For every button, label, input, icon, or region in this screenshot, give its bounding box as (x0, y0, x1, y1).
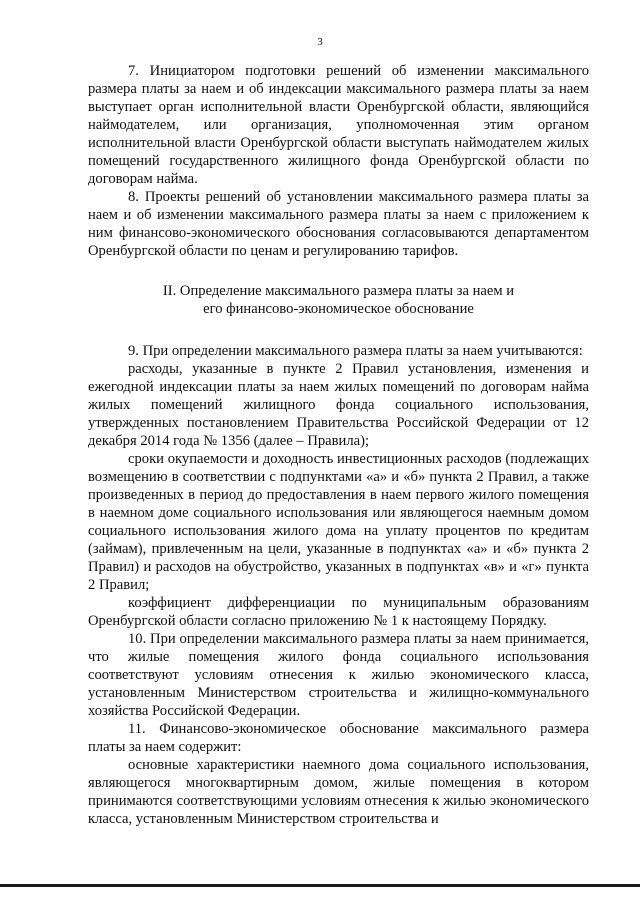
page-number: 3 (317, 36, 323, 48)
paragraph-7: 7. Инициатором подготовки решений об изменении максимального размера платы за наем и об индексации максимального размера платы за наем выступает орган исполнительной власти Оренбургской области, являющийся наймодателем, или организация, уполномоченная этим органом исполнительной власти Оренбургской области выступать наймодателем жилых помещений государственного жилищного фонда Оренбургской области по договорам найма. (88, 63, 589, 187)
paragraph-9-expenses: расходы, указанные в пункте 2 Правил установления, изменения и ежегодной индексации платы за наем жилых помещений по договорам найма жилых помещений жилищного фонда социального использования, утвержденных постановлением Правительства Российской Федерации от 12 декабря 2014 года № 1356 (далее – Правила); (88, 361, 589, 449)
paragraph-10: 10. При определении максимального размера платы за наем принимается, что жилые помещения жилого фонда социального использования соответствуют условиям отнесения к жилью экономического класса, установленным Министерством строительства и жилищно-коммунального хозяйства Российской Федерации. (88, 631, 589, 719)
document-body (88, 62, 589, 828)
paragraph-8: 8. Проекты решений об установлении максимального размера платы за наем и об изменении максимального размера платы за наем с приложением к ним финансово-экономического обоснования согласовываются департаментом Оренбургской области по ценам и регулированию тарифов. (88, 189, 589, 259)
bottom-divider (0, 884, 640, 887)
section-heading-line-1: II. Определение максимального размера платы за наем и (162, 283, 515, 299)
paragraph-11-characteristics: основные характеристики наемного дома социального использования, являющегося многоквартирным домом, жилые помещения в котором принимаются соответствующими условиям отнесения к жилью экономического класса, установленным Министерством строительства и (88, 757, 589, 827)
section-heading-line-2: его финансово-экономическое обоснование (203, 301, 474, 317)
paragraph-9: 9. При определении максимального размера платы за наем учитываются: (128, 343, 583, 359)
section-heading (88, 282, 589, 318)
paragraph-9-coefficient: коэффициент дифференциации по муниципальным образованиям Оренбургской области согласно приложению № 1 к настоящему Порядку. (88, 595, 589, 629)
paragraph-11: 11. Финансово-экономическое обоснование максимального размера платы за наем содержит: (88, 721, 589, 755)
paragraph-9-payback: сроки окупаемости и доходность инвестиционных расходов (подлежащих возмещению в соответствии с подпунктами «а» и «б» пункта 2 Правил, а также произведенных в период до предоставления в наем первого жилого помещения в наемном доме социального использования или являющегося наемным домом социального использования жилого дома на уплату процентов по кредитам (займам), привлеченным на цели, указанные в подпунктах «а» и «б» пункта 2 Правил) и расходов на обустройство, указанных в подпунктах «в» и «г» пункта 2 Правил; (88, 451, 589, 593)
